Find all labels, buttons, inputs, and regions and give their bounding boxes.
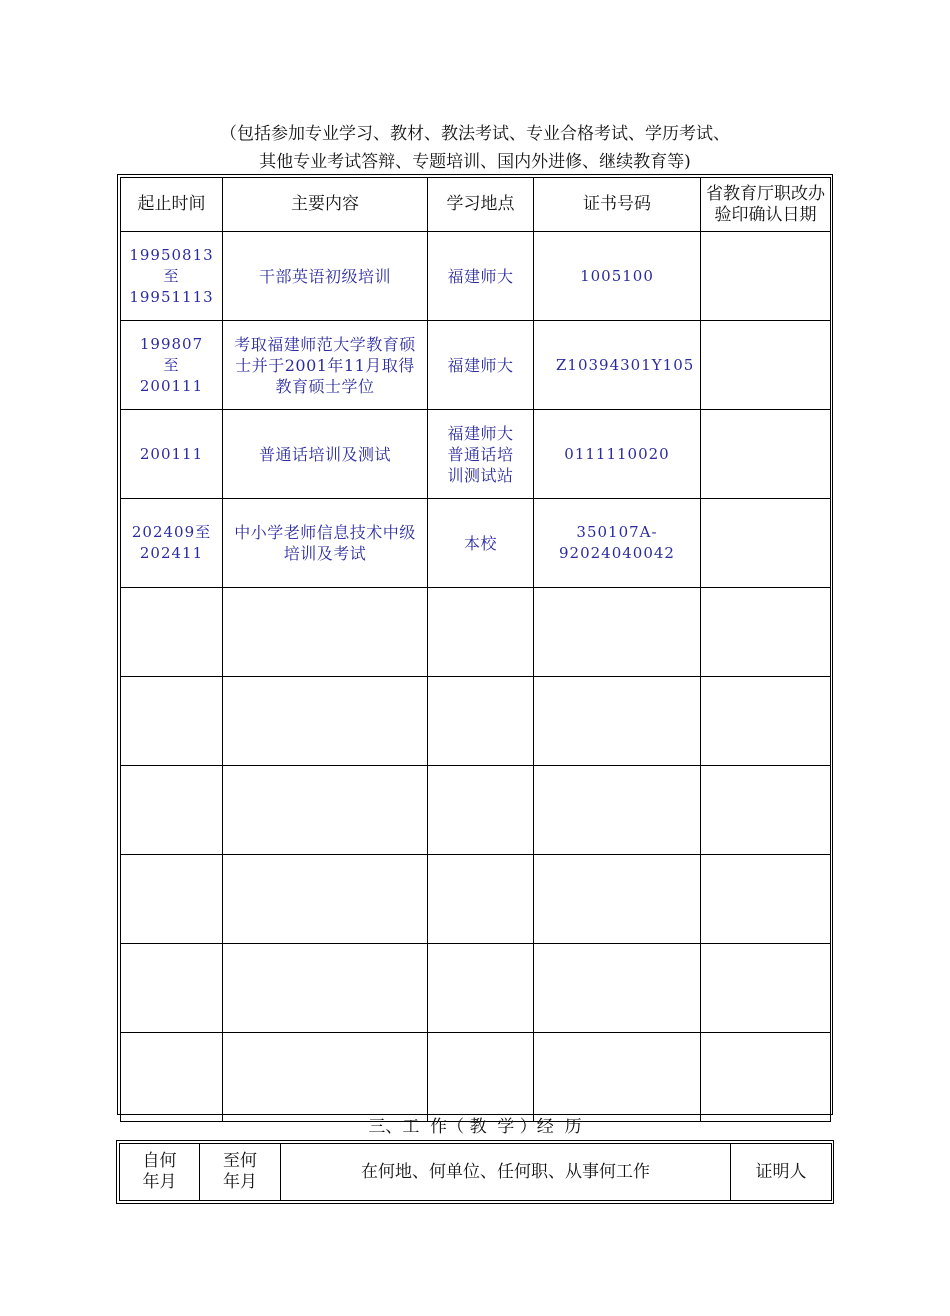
- cell-time: [121, 588, 223, 677]
- header-witness: 证明人: [731, 1144, 832, 1201]
- cell-cert: Z10394301Y105: [534, 321, 701, 410]
- cell-cert: [534, 855, 701, 944]
- intro-line-1: （包括参加专业学习、教材、教法考试、专业合格考试、学历考试、: [220, 124, 730, 144]
- cell-time: [121, 766, 223, 855]
- cell-place: [428, 1033, 534, 1122]
- intro-line-2: 其他专业考试答辩、专题培训、国内外进修、继续教育等): [259, 152, 691, 172]
- cell-content: 干部英语初级培训: [223, 232, 428, 321]
- table-row: [121, 766, 831, 855]
- cell-cert: 350107A-92024040042: [534, 499, 701, 588]
- cell-place: [428, 588, 534, 677]
- cell-content: 普通话培训及测试: [223, 410, 428, 499]
- table-row: [121, 677, 831, 766]
- work-header-row: [120, 1144, 832, 1201]
- cell-time: 199807 至 200111: [121, 321, 223, 410]
- cell-cert: 0111110020: [534, 410, 701, 499]
- cell-cert: [534, 766, 701, 855]
- header-time: 起止时间: [121, 178, 223, 232]
- header-work-detail: 在何地、何单位、任何职、从事何工作: [281, 1144, 731, 1201]
- table-row: [121, 588, 831, 677]
- table-row: [121, 1033, 831, 1122]
- header-cert: 证书号码: [534, 178, 701, 232]
- work-record-table: [116, 1140, 834, 1204]
- cell-confirm: [701, 944, 831, 1033]
- cell-confirm: [701, 855, 831, 944]
- header-content: 主要内容: [223, 178, 428, 232]
- table-row: [121, 410, 831, 499]
- cell-confirm: [701, 232, 831, 321]
- cell-time: [121, 1033, 223, 1122]
- cell-place: [428, 677, 534, 766]
- cell-content: [223, 1033, 428, 1122]
- table-row: [121, 855, 831, 944]
- cell-cert: [534, 944, 701, 1033]
- cell-confirm: [701, 499, 831, 588]
- cell-time: 19950813 至 19951113: [121, 232, 223, 321]
- cell-time: 200111: [121, 410, 223, 499]
- cell-confirm: [701, 321, 831, 410]
- cell-time: 202409至 202411: [121, 499, 223, 588]
- table-body: [121, 232, 831, 1122]
- table-row: [121, 944, 831, 1033]
- cell-content: [223, 944, 428, 1033]
- section-intro: [118, 120, 832, 176]
- section-work-title: 三、工 作（ 教 学 ）经 历: [368, 1117, 582, 1137]
- cell-confirm: [701, 588, 831, 677]
- cell-content: [223, 588, 428, 677]
- cell-time: [121, 944, 223, 1033]
- cell-content: [223, 766, 428, 855]
- cell-confirm: [701, 410, 831, 499]
- cell-place: [428, 766, 534, 855]
- cell-content: 中小学老师信息技术中级培训及考试: [223, 499, 428, 588]
- cell-cert: [534, 1033, 701, 1122]
- cell-content: 考取福建师范大学教育硕士并于2001年11月取得教育硕士学位: [223, 321, 428, 410]
- cell-cert: 1005100: [534, 232, 701, 321]
- cell-place: 福建师大: [428, 321, 534, 410]
- cell-confirm: [701, 677, 831, 766]
- header-to: 至何年月: [200, 1144, 281, 1201]
- cell-content: [223, 855, 428, 944]
- cell-place: 福建师大普通话培训测试站: [428, 410, 534, 499]
- cell-place: 福建师大: [428, 232, 534, 321]
- header-confirm: 省教育厅职改办验印确认日期: [701, 178, 831, 232]
- cell-cert: [534, 588, 701, 677]
- cell-time: [121, 855, 223, 944]
- table-row: [121, 499, 831, 588]
- header-place: 学习地点: [428, 178, 534, 232]
- cell-cert: [534, 677, 701, 766]
- table-row: [121, 232, 831, 321]
- study-record-table: [117, 174, 833, 1115]
- table-header-row: [121, 178, 831, 232]
- table-row: [121, 321, 831, 410]
- cell-content: [223, 677, 428, 766]
- header-from: 自何年月: [120, 1144, 200, 1201]
- cell-place: 本校: [428, 499, 534, 588]
- cell-confirm: [701, 766, 831, 855]
- cell-confirm: [701, 1033, 831, 1122]
- cell-place: [428, 944, 534, 1033]
- cell-place: [428, 855, 534, 944]
- cell-time: [121, 677, 223, 766]
